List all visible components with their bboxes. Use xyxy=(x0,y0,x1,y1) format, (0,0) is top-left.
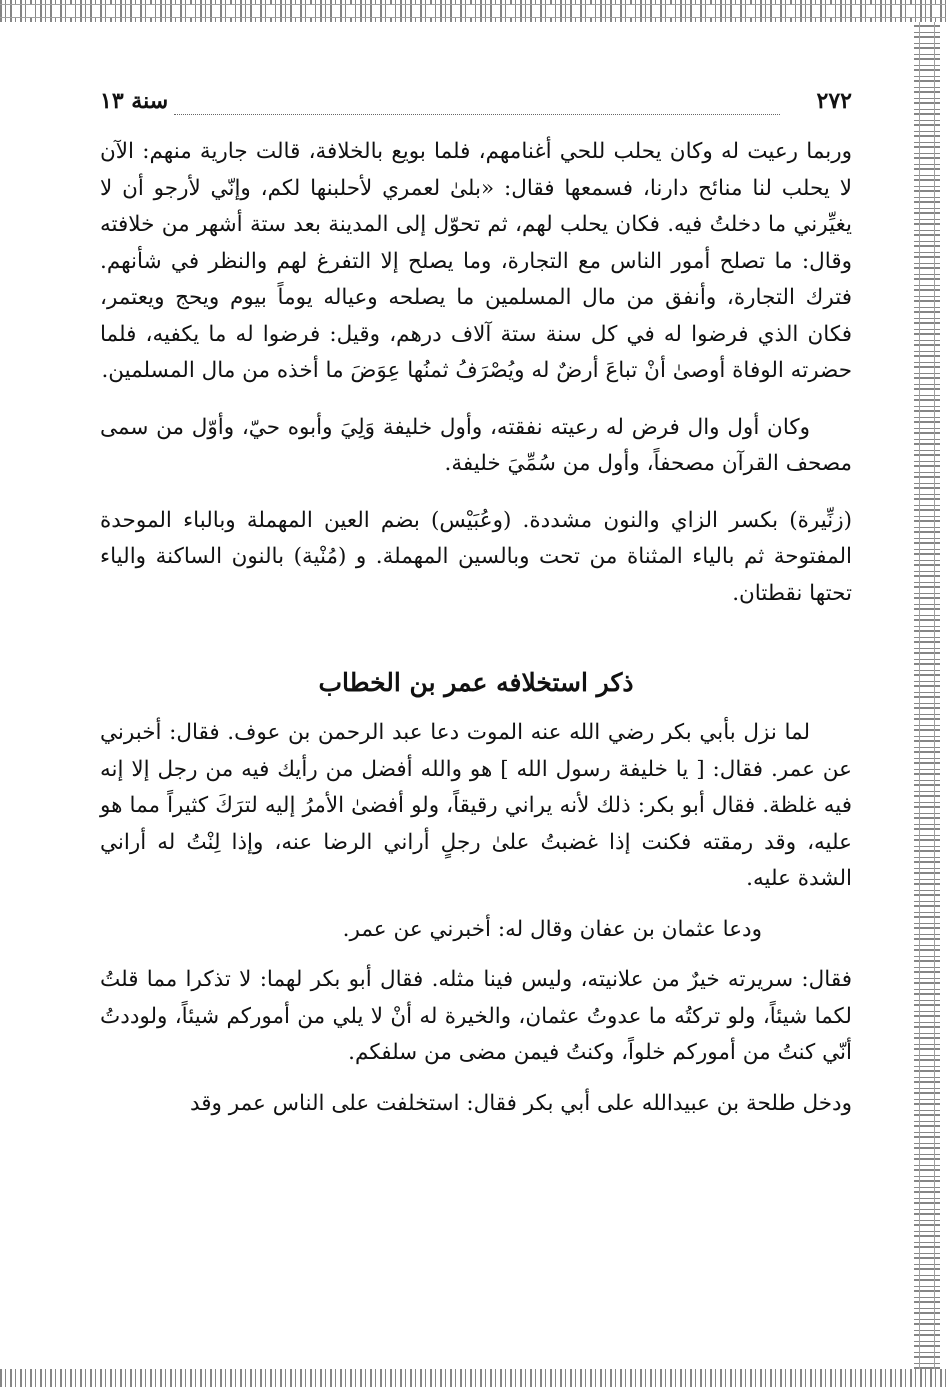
running-head-year: سنة ١٣ xyxy=(100,88,169,114)
right-ornamental-border xyxy=(914,22,940,1369)
paragraph-6: فقال: سريرته خيرٌ من علانيته، وليس فينا مثله. فقال أبو بكر لهما: لا تذكرا مما قلتُ لكما شيئاً، ولو تركتُه ما عدوتُ عثمان، والخيرة له أنْ لا يلي من أموركم شيئاً، ولوددتُ أنّي كنتُ من أموركم خلواً، وكنتُ فيمن مضى من سلفكم. xyxy=(100,967,852,1065)
bottom-ornamental-border xyxy=(0,1369,946,1387)
paragraph-5: ودعا عثمان بن عفان وقال له: أخبرني عن عمر. xyxy=(342,916,762,942)
top-ornamental-border xyxy=(0,0,946,22)
paragraph-3-footnote: (زنِّيرة) بكسر الزاي والنون مشددة. (وعُبَيْس) بضم العين المهملة وبالباء الموحدة المفتوحة ثم بالياء المثناة من تحت وبالسين المهملة. و (مُنْية) بالنون الساكنة والياء تحتها نقطتان. xyxy=(100,507,852,606)
book-page xyxy=(100,88,852,1122)
paragraph-7: ودخل طلحة بن عبيدالله على أبي بكر فقال: استخلفت على الناس عمر وقد xyxy=(189,1090,852,1116)
paragraph-4: لما نزل بأبي بكر رضي الله عنه الموت دعا عبد الرحمن بن عوف. فقال: أخبرني عن عمر. فقال: [ يا خليفة رسول الله ] هو والله أفضل من رأيك فيه من رجل إلا إنه فيه غلظة. فقال أبو بكر: ذلك لأنه يراني رقيقاً، ولو أفضىٰ الأمرُ إليه لترَكَ كثيراً مما هو عليه، وقد رمقته فكنت إذا غضبتُ علىٰ رجلٍ أراني الرضا عنه، وإذا لِنْتُ له أراني الشدة عليه. xyxy=(100,720,852,891)
section-title: ذكر استخلافه عمر بن الخطاب xyxy=(318,668,634,697)
page-number: ٢٧٢ xyxy=(816,88,852,114)
paragraph-1: وربما رعيت له وكان يحلب للحي أغنامهم، فلما بويع بالخلافة، قالت جارية منهم: الآن لا يحلب لنا منائح دارنا، فسمعها فقال: «بلىٰ لعمري لأحلبنها لكم، وإنّي لأرجو أن لا يغيِّرني ما دخلتُ فيه. فكان يحلب لهم، ثم تحوّل إلى المدينة بعد ستة أشهر من خلافته وقال: ما تصلح أمور الناس مع التجارة، وما يصلح إلا التفرغ لهم والنظر في شأنهم. فترك التجارة، وأنفق من مال المسلمين ما يصلحه وعياله يوماً بيوم ويحج ويعتمر، فكان الذي فرضوا له في كل سنة ستة آلاف درهم، وقيل: فرضوا له ما يكفيه، فلما حضرته الوفاة أوصىٰ أنْ تباعَ أرضٌ له ويُصْرَفُ ثمنُها عِوَضَ ما أخذه من مال المسلمين. xyxy=(100,139,852,383)
header-dotted-rule xyxy=(174,114,780,115)
paragraph-2: وكان أول وال فرض له رعيته نفقته، وأول خليفة وَلِيَ وأبوه حيّ، وأوّل من سمى مصحف القرآن مصحفاً، وأول من سُمِّيَ خليفة. xyxy=(100,414,852,476)
page-header xyxy=(100,88,852,128)
